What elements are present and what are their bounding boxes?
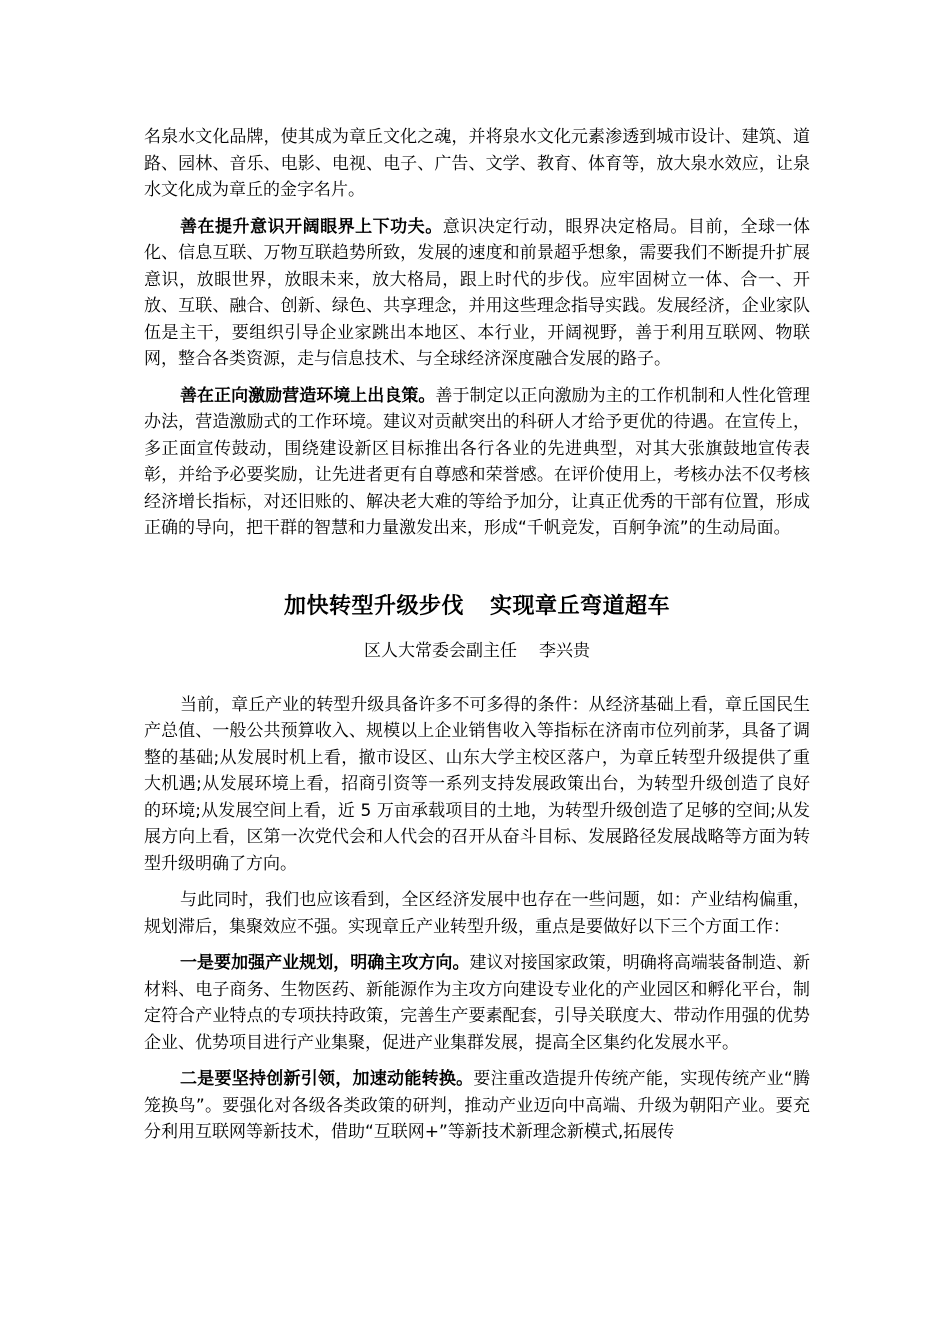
paragraph-lead: 善在提升意识开阔眼界上下功夫。	[180, 216, 443, 237]
article-paragraph-2	[144, 887, 810, 940]
paragraph-text: 要注重改造提升传统产能，实现传统产业“腾笼换鸟”。要强化对各级各类政策的研判，推动产业迈向中高端、升级为朝阳产业。要充分利用互联网等新技术，借助“互联网+”等新技术新理念新模式,拓展传	[144, 1069, 810, 1142]
paragraph-text: 建议对接国家政策，明确将高端装备制造、新材料、电子商务、生物医药、新能源作为主攻方向建设专业化的产业园区和孵化平台，制定符合产业特点的专项扶持政策，完善生产要素配套，引导关联度大、带动作用强的优势企业、优势项目进行产业集聚，促进产业集群发展，提高全区集约化发展水平。	[144, 953, 811, 1053]
byline-name: 李兴贵	[539, 640, 590, 661]
article-byline	[144, 638, 810, 664]
byline-role: 区人大常委会副主任	[364, 640, 517, 661]
article-paragraph-1	[144, 692, 810, 878]
article-paragraph-4	[144, 1066, 810, 1146]
paragraph-text: 当前，章丘产业的转型升级具备许多不可多得的条件：从经济基础上看，章丘国民生产总值、一般公共预算收入、规模以上企业销售收入等指标在济南市位列前茅，具备了调整的基础;从发展时机上看，撤市设区、山东大学主校区落户，为章丘转型升级提供了重大机遇;从发展环境上看，招商引资等一系列支持发展政策出台，为转型升级创造了良好的环境;从发展空间上看，近 5 万亩承载项目的土地，为转型升级创造了足够的空间;从发展方向上看，区第一次党代会和人代会的召开从奋斗目标、发展路径发展战略等方面为转型升级明确了方向。	[144, 694, 810, 874]
article-title-part2: 实现章丘弯道超车	[490, 593, 671, 619]
paragraph-lead: 一是要加强产业规划，明确主攻方向。	[180, 953, 470, 973]
section1-paragraph-2	[144, 214, 810, 373]
article-paragraph-3	[144, 950, 810, 1056]
article-title-part1: 加快转型升级步伐	[283, 593, 464, 619]
section1-paragraph-3	[144, 383, 810, 542]
paragraph-text: 意识决定行动，眼界决定格局。目前，全球一体化、信息互联、万物互联趋势所致，发展的速度和前景超乎想象，需要我们不断提升扩展意识，放眼世界，放眼未来，放大格局，跟上时代的步伐。应牢固树立一体、合一、开放、互联、融合、创新、绿色、共享理念，并用这些理念指导实践。发展经济，企业家队伍是主干，要组织引导企业家跳出本地区、本行业，开阔视野，善于利用互联网、物联网，整合各类资源，走与信息技术、与全球经济深度融合发展的路子。	[144, 216, 811, 369]
section-spacer	[144, 552, 810, 590]
article-title	[144, 590, 810, 624]
paragraph-text: 与此同时，我们也应该看到，全区经济发展中也存在一些问题，如：产业结构偏重，规划滞后，集聚效应不强。实现章丘产业转型升级，重点是要做好以下三个方面工作：	[144, 890, 810, 937]
paragraph-text: 善于制定以正向激励为主的工作机制和人性化管理办法，营造激励式的工作环境。建议对贡献突出的科研人才给予更优的待遇。在宣传上，多正面宣传鼓动，围绕建设新区目标推出各行各业的先进典型，对其大张旗鼓地宣传表彰，并给予必要奖励，让先进者更有自尊感和荣誉感。在评价使用上，考核办法不仅考核经济增长指标，对还旧账的、解决老大难的等给予加分，让真正优秀的干部有位置，形成正确的导向，把干群的智慧和力量激发出来，形成“千帆竞发，百舸争流”的生动局面。	[144, 385, 811, 538]
section1-paragraph-1	[144, 124, 810, 204]
paragraph-text: 名泉水文化品牌，使其成为章丘文化之魂，并将泉水文化元素渗透到城市设计、建筑、道路、园林、音乐、电影、电视、电子、广告、文学、教育、体育等，放大泉水效应，让泉水文化成为章丘的金字名片。	[144, 127, 810, 200]
document-page	[144, 124, 810, 1156]
paragraph-lead: 善在正向激励营造环境上出良策。	[180, 385, 436, 406]
paragraph-lead: 二是要坚持创新引领，加速动能转换。	[180, 1069, 474, 1089]
